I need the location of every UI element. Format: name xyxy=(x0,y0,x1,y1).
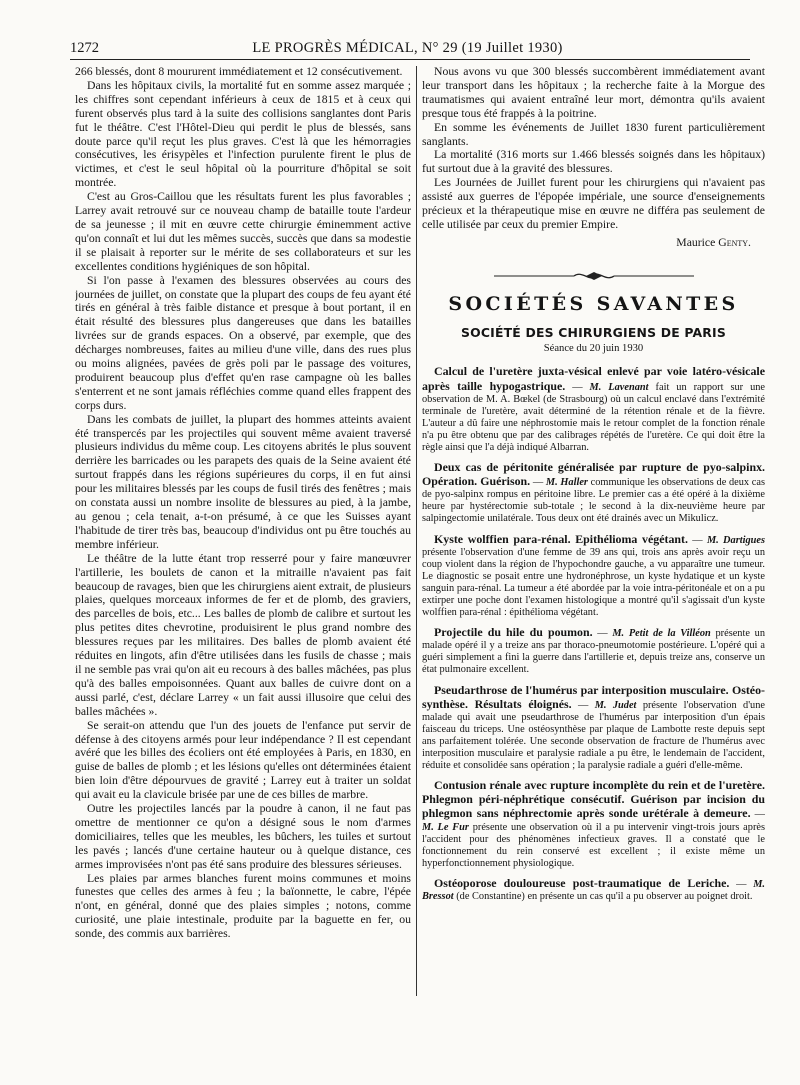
column-separator xyxy=(416,66,417,996)
paragraph: Dans les combats de juillet, la plupart des hommes atteints avaient été transpercés par les projectiles qui souvent même avaient traversé plusieurs individus du même coup. Les citoyens abrités le plus souvent derrière les barricades ou les parapets des quais de la Seine avaient été surtout frappés dans les régions supérieures du corps, il en fut ainsi pour les militaires blessés par les coups de fusil tirés des fenêtres ; mais on constata aussi un nombre insolite de blessures au pied, à la jambe, au genou ; cela tenait, a-t-on présumé, à ce que les Suisses ayant l'habitude de tirer très bas, beaucoup d'individus ont pu être touchés au membre inférieur. xyxy=(75,412,411,551)
session-date: Séance du 20 juin 1930 xyxy=(543,342,644,354)
entry-title: Deux cas de péritonite généralisée par rupture de pyo-salpinx. Opération. Guérison. xyxy=(422,460,765,489)
paragraph: Se serait-on attendu que l'un des jouets de l'enfance put servir de défense à des citoyens armés pour leur indépendance ? Il est cependant avéré que les billes des écoliers ont été employées à Paris, en 1830, en guise de balles de plomb ; et les lésions qu'elles ont déterminées étaient bien loin d'être dépourvues de gravité ; Larrey eut à traiter un soldat qui avait eu la clavicule brisée par une de ces billes de marbre. xyxy=(75,718,411,802)
entry-author: M. Petit de la Villéon xyxy=(612,628,711,640)
entry-text: fait un rapport sur une observation de M. A. Bœkel (de Strasbourg) où un calcul enclavé dans l'extrémité terminale de l'uretère, avait déterminé de la rétention rénale et de la fièvre. L'auteur a dû faire une néphrostomie mais le retour complet de la fonction rénale n'a pu être obtenu que par des calibrages répétés de l'uretère. Ce qui doit être la règle ainsi que l'a déjà indiqué Albarran. xyxy=(422,381,765,453)
section-heading: SOCIÉTÉS SAVANTES xyxy=(448,292,739,315)
paragraph: En somme les événements de Juillet 1830 furent particulièrement sanglants. xyxy=(422,120,765,148)
entry-title: Ostéoporose douloureuse post-traumatique de Leriche. xyxy=(434,875,730,890)
left-column xyxy=(75,65,411,1025)
society-entry: Deux cas de péritonite généralisée par rupture de pyo-salpinx. Opération. Guérison. — M. Haller communique les observations de deux cas de pyo-salpinx rompus en péritoine libre. Le premier cas a été opéré à la dixième heure par hystérectomie sub-totale ; le second à la dix-neuvième heure par salpingectomie unilatérale. Tous deux ont été drainés avec un Mikulicz. xyxy=(422,460,765,525)
entry-text: présente un malade opéré il y a treize ans par thoraco-pneumotomie postérieure. L'opéré qui a guéri simplement a fini la guerre dans l'artillerie et, depuis treize ans, conserve un état pulmonaire excellent. xyxy=(422,628,765,676)
paragraph: C'est au Gros-Caillou que les résultats furent les plus favorables ; Larrey avait retrouvé sur ce nouveau champ de bataille toute l'ardeur de sa jeunesse ; il mit en œuvre cette chirurgie éminemment active qu'on connaît et lui dut les mêmes succès, succès que dans sa modestie il se plaisait à reporter sur le mérite de ses collaborateurs et sur les excellentes conditions hygiéniques de son hôpital. xyxy=(75,190,411,273)
entry-author: M. Haller xyxy=(545,477,588,489)
entry-author: M. Bressot xyxy=(422,878,765,902)
ornament-rule-icon xyxy=(494,270,694,282)
entry-text: (de Constantine) en présente un cas qu'il a pu observer au poignet droit. xyxy=(456,890,753,902)
entry-title: Projectile du hile du poumon. xyxy=(434,625,593,640)
paragraph: Nous avons vu que 300 blessés succombèrent immédiatement avant leur transport dans les hôpitaux ; la recherche faite à la Morgue des traumatismes qui avaient entraîné leur mort, démontra qu'ils avaient presque tous été frappés à la poitrine. xyxy=(422,65,765,120)
paragraph: 266 blessés, dont 8 moururent immédiatement et 12 consécutivement. xyxy=(75,65,403,78)
entry-author: M. Le Fur xyxy=(422,821,469,833)
society-entry: Ostéoporose douloureuse post-traumatique de Leriche. — M. Bressot (de Constantine) en présente un cas qu'il a pu observer au poignet droit. xyxy=(422,875,765,902)
entry-text: communique les observations de deux cas de pyo-salpinx rompus en péritoine libre. Le premier cas a été opéré à la dixième heure par hystérectomie sub-totale ; le second à la dix-neuvième heure par salpingectomie unilatérale. Tous deux ont été drainés avec un Mikulicz. xyxy=(422,477,765,525)
society-entry: Projectile du hile du poumon. — M. Petit de la Villéon présente un malade opéré il y a treize ans par thoraco-pneumotomie postérieure. L'opéré qui a guéri simplement a fini la guerre dans l'artillerie et, depuis treize ans, conserve un état pulmonaire excellent. xyxy=(422,625,765,676)
header-rule xyxy=(70,59,750,60)
signature-last-name: Genty. xyxy=(718,235,751,249)
society-entry: Calcul de l'uretère juxta-vésical enlevé par voie latéro-vésicale après taille hypogastrique. — M. Lavenant fait un rapport sur une observation de M. A. Bœkel (de Strasbourg) où un calcul enclavé dans l'extrémité terminale de l'uretère, avait déterminé de la rétention rénale et de la fièvre. L'auteur a dû faire une néphrostomie mais le retour complet de la fonction rénale n'a pu être obtenu que par des calibrages répétés de l'uretère. Ce qui doit être la règle ainsi que l'a déjà indiqué Albarran. xyxy=(422,364,765,453)
entry-title: Pseudarthrose de l'humérus par interposition musculaire. Ostéo-synthèse. Résultats éloignés. xyxy=(422,682,765,711)
entry-title: Kyste wolffien para-rénal. Epithélioma végétant. xyxy=(434,531,688,546)
entry-author: M. Dartigues xyxy=(706,534,765,546)
paragraph: Dans les hôpitaux civils, la mortalité fut en somme assez marquée ; les chiffres sont cependant inférieurs à ceux de 1815 et à ceux qui furent observés plus tard à la suite des collisions sanglantes dont Paris fut le théâtre. C'est l'Hôtel-Dieu qui perdit le plus de blessés, sans doute parce qu'il reçut les plus graves. C'est là que les hémorragies consécutives, les érisypèles et l'infection purulente firent le plus de victimes, et c'est le seul hôpital où la pourriture d'hôpital se soit montrée. xyxy=(75,78,411,190)
society-name: SOCIÉTÉ DES CHIRURGIENS DE PARIS xyxy=(461,324,726,340)
paragraph: Le théâtre de la lutte étant trop resserré pour y faire manœuvrer l'artillerie, les boulets de canon et la mitraille n'avaient pas fait beaucoup de ravages, bien que les chirurgiens aient extrait, de plusieurs plaies, quelques morceaux informes de fer et de plomb, des graviers, des parcelles de bois, etc... Les balles de plomb de calibre et surtout les plus petites dites chevrotine, produisirent le plus grand nombre des blessures reçues par les militaires. Des balles de plomb avaient été réduites en lingots, afin d'être utilisées dans les fusils de chasse ; mais il ne semble pas vrai qu'on ait eu recours à des balles mâchées, pas plus qu'à des balles empoisonnées. Quant aux balles de cuivre dont on a aussi parlé, c'est, déclare Larrey « un fait aussi illusoire que celui des balles mâchées ». xyxy=(75,551,411,718)
section-ornament xyxy=(422,270,765,286)
entry-text: présente l'observation d'une femme de 39 ans qui, trois ans après avoir reçu un coup violent dans la région de l'hypochondre gauche, a vu apparaître une tumeur. Le diagnostic se posait entre une hydronéphrose, un kyste hydatique et un kyste sanguin para-rénal. La tumeur a été abordée par la voie intra-péritonéale et on a pu extirper une poche dont l'examen histologique a montré qu'il s'agissait d'un kyste wolffien para-rénal : épithélioma végétant. xyxy=(422,546,765,619)
entry-author: M. Judet xyxy=(594,699,637,711)
page-number: 1272 xyxy=(70,40,99,56)
paragraph: Si l'on passe à l'examen des blessures observées au cours des journées de juillet, on constate que la plupart des coups de feu ayant été tirés en général à très faible distance et presque à bout portant, il en était résulté des blessures plus dangereuses que dans les batailles livrées sur de grands espaces. On a observé, par exemple, que des décharges nombreuses, faites au milieu d'une ville, dans des rues plus ou moins alignées, pavées de grès poli par le passage des voitures, produirent beaucoup plus d'effet qu'en rase campagne où les balles s'enterrent et ne sont jamais réfléchies comme quand elles frappent des corps durs. xyxy=(75,273,411,412)
entry-text: présente une observation où il a pu intervenir vingt-trois jours après l'accident pour des phénomènes infectieux graves. Il a constaté que le fonctionnement du rein conservé est excellent ; il existe même un hyperfonctionnement physiologique. xyxy=(422,821,765,869)
entry-title: Contusion rénale avec rupture incomplète du rein et de l'uretère. Phlegmon péri-néphrétique consécutif. Guérison par incision du phlegmon sans néphrectomie après sonde urétérale à demeure. xyxy=(422,778,765,821)
entry-text: présente l'observation d'une malade qui avait une pseudarthrose de l'humérus par interposition d'un épais faisceau du triceps. Une ostéosynthèse par plaque de Lambotte reste depuis sept ans parfaitement tolérée. Une seconde observation de fracture de l'humérus avec interposition musculaire et paralysie radiale a pu être, le lendemain de l'accident, réduite et consolidée sans opération ; la paralysie radiale a guéri d'elle-même. xyxy=(422,699,765,772)
paragraph: La mortalité (316 morts sur 1.466 blessés soignés dans les hôpitaux) fut surtout due à la gravité des blessures. xyxy=(422,148,765,176)
journal-title: LE PROGRÈS MÉDICAL, N° 29 (19 Juillet 1930) xyxy=(252,40,563,56)
paragraph: Outre les projectiles lancés par la poudre à canon, il ne faut pas omettre de mentionner ce qu'on a désigné sous le nom d'armes domiciliaires, telles que les meubles, les bûchers, les tuiles et surtout les pavés ; lancés d'une certaine hauteur ou à quelque distance, ces armes improvisées n'ont pas été sans produire des blessures sérieuses. xyxy=(75,802,411,871)
entry-title: Calcul de l'uretère juxta-vésical enlevé par voie latéro-vésicale après taille hypogastrique. xyxy=(422,364,765,393)
entry-author: M. Lavenant xyxy=(589,381,649,393)
signature-first-name: Maurice xyxy=(676,235,716,249)
paragraph: Les Journées de Juillet furent pour les chirurgiens qui n'avaient pas assisté aux guerres de l'épopée impériale, une source d'enseignements précieux et la thérapeutique mise en œuvre ne différa pas seulement de celle utilisée par ceux du premier Empire. xyxy=(422,176,765,231)
society-entry: Kyste wolffien para-rénal. Epithélioma végétant. — M. Dartigues présente l'observation d'une femme de 39 ans qui, trois ans après avoir reçu un coup violent dans la région de l'hypochondre gauche, a vu apparaître une tumeur. Le diagnostic se posait entre une hydronéphrose, un kyste hydatique et un kyste sanguin para-rénal. La tumeur a été abordée par la voie intra-péritonéale et on a pu extirper une poche dont l'examen histologique a montré qu'il s'agissait d'un kyste wolffien para-rénal : épithélioma végétant. xyxy=(422,531,765,619)
signature xyxy=(422,236,751,250)
society-entry: Contusion rénale avec rupture incomplète du rein et de l'uretère. Phlegmon péri-néphrétique consécutif. Guérison par incision du phlegmon sans néphrectomie après sonde urétérale à demeure. — M. Le Fur présente une observation où il a pu intervenir vingt-trois jours après l'accident pour des phénomènes infectieux graves. Il a constaté que le fonctionnement du rein conservé est excellent ; il existe même un hyperfonctionnement physiologique. xyxy=(422,778,765,869)
right-column xyxy=(422,65,765,1025)
page-header xyxy=(70,40,745,60)
paragraph: Les plaies par armes blanches furent moins communes et moins funestes que celles des armes à feu ; la baïonnette, le cabre, l'épée n'ont, en général, donné que des plaies simples ; notons, comme curiosité, une plaie intestinale, produite par la baguette en fer, ou sonde, des commis aux barrières. xyxy=(75,871,411,941)
society-entry: Pseudarthrose de l'humérus par interposition musculaire. Ostéo-synthèse. Résultats éloignés. — M. Judet présente l'observation d'une malade qui avait une pseudarthrose de l'humérus par interposition d'un épais faisceau du triceps. Une ostéosynthèse par plaque de Lambotte reste depuis sept ans parfaitement tolérée. Une seconde observation de fracture de l'humérus avec interposition musculaire et paralysie radiale a pu être, le lendemain de l'accident, réduite et consolidée sans opération ; la paralysie radiale a guéri d'elle-même. xyxy=(422,682,765,772)
